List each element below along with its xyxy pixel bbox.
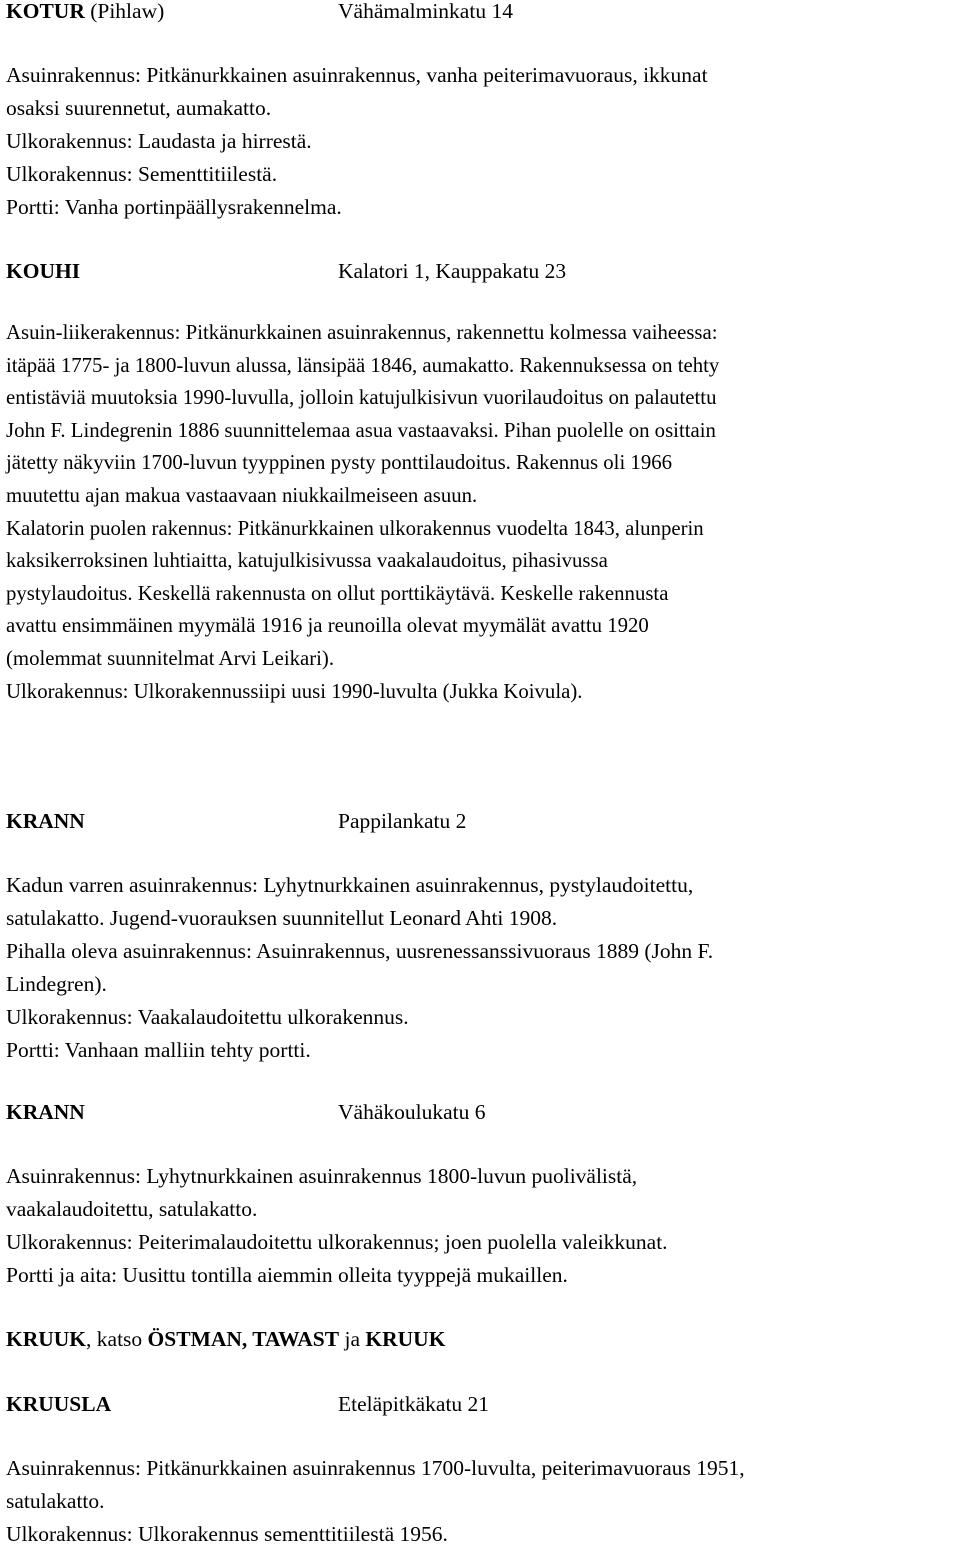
entry-text-line: muutettu ajan makua vastaavaan niukkailmeiseen asuun. — [6, 483, 478, 507]
entry-text-line: Pihalla oleva asuinrakennus: Asuinrakennus, uusrenessanssivuoraus 1889 (John F. — [6, 939, 714, 963]
cross-reference — [6, 1323, 956, 1356]
entry-header — [6, 255, 956, 288]
entry-header — [6, 1388, 956, 1421]
entry-text-line: Ulkorakennus: Ulkorakennus sementtitiilestä 1956. — [6, 1522, 448, 1546]
entry-text-line: John F. Lindegrenin 1886 suunnittelemaa asua vastaavaksi. Pihan puolelle on osittain — [6, 418, 716, 442]
entry-text-line: Ulkorakennus: Laudasta ja hirrestä. — [6, 129, 312, 153]
entry-text-line: (molemmat suunnitelmat Arvi Leikari). — [6, 646, 335, 670]
entry-text-line: Portti: Vanhaan malliin tehty portti. — [6, 1038, 311, 1062]
entry-kouhi — [6, 255, 956, 708]
entry-text-line: Portti ja aita: Uusittu tontilla aiemmin olleita tyyppejä mukaillen. — [6, 1263, 568, 1287]
entry-address: Vähäkoulukatu 6 — [338, 1100, 486, 1124]
entry-kruuk-reference — [6, 1323, 956, 1356]
entry-text-line: Asuinrakennus: Pitkänurkkainen asuinrakennus 1700-luvulta, peiterimavuoraus 1951, — [6, 1456, 745, 1480]
entry-krann-pappilankatu — [6, 805, 956, 1067]
entry-name: KRUUSLA — [6, 1392, 112, 1416]
entry-name: KOTUR (Pihlaw) — [6, 0, 165, 23]
entry-text-line: Portti: Vanha portinpäällysrakennelma. — [6, 195, 342, 219]
entry-address: Pappilankatu 2 — [338, 809, 467, 833]
entry-name: KOUHI — [6, 259, 81, 283]
entry-text-line: Ulkorakennus: Sementtitiilestä. — [6, 162, 278, 186]
entry-text-line: avattu ensimmäinen myymälä 1916 ja reunoilla olevat myymälät avattu 1920 — [6, 614, 649, 638]
entry-krann-vahakoulukatu — [6, 1096, 956, 1292]
entry-text-line: Ulkorakennus: Vaakalaudoitettu ulkorakennus. — [6, 1005, 409, 1029]
entry-header — [6, 805, 956, 838]
entry-text-line: kaksikerroksinen luhtiaitta, katujulkisivussa vaakalaudoitus, pihasivussa — [6, 549, 608, 573]
entry-text-line: satulakatto. — [6, 1489, 105, 1513]
entry-text-line: jätetty näkyviin 1700-luvun tyyppinen pysty ponttilaudoitus. Rakennus oli 1966 — [6, 451, 673, 475]
entry-header — [6, 0, 956, 28]
entry-text-line: satulakatto. Jugend-vuorauksen suunnitellut Leonard Ahti 1908. — [6, 906, 558, 930]
entry-name: KRANN — [6, 809, 85, 833]
ref-text: , katso — [86, 1327, 148, 1351]
entry-text-line: entistäviä muutoksia 1990-luvulla, jolloin katujulkisivun vuorilaudoitus on palautettu — [6, 386, 717, 410]
entry-text-line: Lindegren). — [6, 972, 107, 996]
ref-target: KRUUK — [365, 1327, 446, 1351]
entry-kotur — [6, 0, 956, 224]
entry-address: Kalatori 1, Kauppakatu 23 — [338, 259, 567, 283]
entry-text-line: Asuinrakennus: Lyhytnurkkainen asuinrakennus 1800-luvun puolivälistä, — [6, 1164, 638, 1188]
entry-text-line: Ulkorakennus: Ulkorakennussiipi uusi 1990-luvulta (Jukka Koivula). — [6, 679, 583, 703]
entry-address: Eteläpitkäkatu 21 — [338, 1392, 490, 1416]
entry-text-line: Asuinrakennus: Pitkänurkkainen asuinrakennus, vanha peiterimavuoraus, ikkunat — [6, 63, 708, 87]
ref-text: ja — [339, 1327, 366, 1351]
entry-text-line: pystylaudoitus. Keskellä rakennusta on ollut porttikäytävä. Keskelle rakennusta — [6, 581, 669, 605]
ref-target: ÖSTMAN, TAWAST — [147, 1327, 340, 1351]
entry-text-line: Kadun varren asuinrakennus: Lyhytnurkkainen asuinrakennus, pystylaudoitettu, — [6, 873, 694, 897]
entry-kruusla — [6, 1388, 956, 1551]
entry-text-line: Kalatorin puolen rakennus: Pitkänurkkainen ulkorakennus vuodelta 1843, alunperin — [6, 516, 704, 540]
entry-header — [6, 1096, 956, 1129]
entry-text-line: itäpää 1775- ja 1800-luvun alussa, länsipää 1846, aumakatto. Rakennuksessa on tehty — [6, 353, 720, 377]
ref-name: KRUUK — [6, 1327, 87, 1351]
entry-text-line: Ulkorakennus: Peiterimalaudoitettu ulkorakennus; joen puolella valeikkunat. — [6, 1230, 668, 1254]
entry-text-line: Asuin-liikerakennus: Pitkänurkkainen asuinrakennus, rakennettu kolmessa vaiheessa: — [6, 321, 718, 344]
entry-text-line: osaksi suurennetut, aumakatto. — [6, 96, 272, 120]
entry-text-line: vaakalaudoitettu, satulakatto. — [6, 1197, 258, 1221]
entry-address: Vähämalminkatu 14 — [338, 0, 513, 23]
entry-name: KRANN — [6, 1100, 85, 1124]
